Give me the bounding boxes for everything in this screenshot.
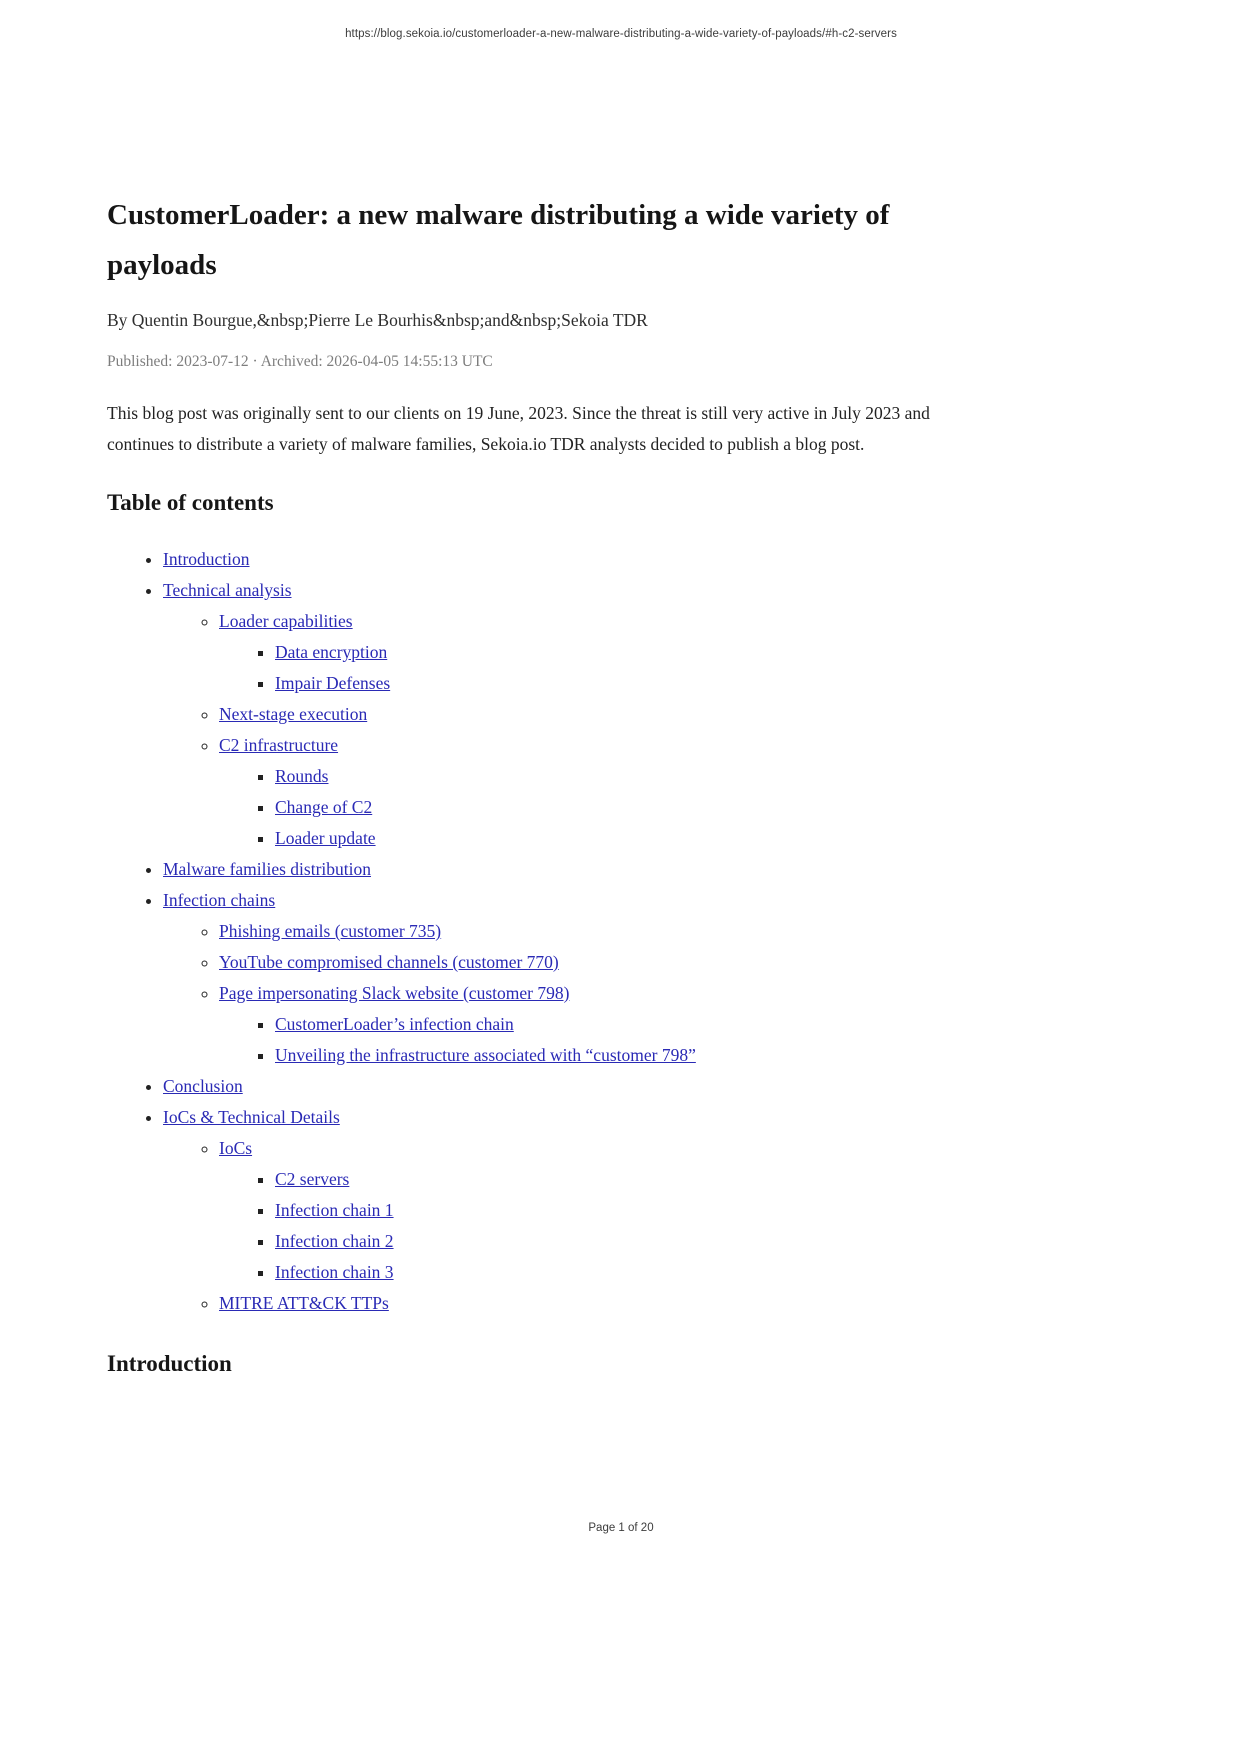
toc-item [163, 885, 995, 1071]
toc-link-next-stage-execution[interactable]: Next-stage execution [219, 704, 368, 724]
toc-sublist [219, 1009, 995, 1071]
toc-item [219, 978, 995, 1071]
toc-link-youtube-compromised-channels[interactable]: YouTube compromised channels (customer 770) [219, 952, 559, 972]
toc-link-introduction[interactable]: Introduction [163, 549, 250, 569]
intro-paragraph: This blog post was originally sent to our clients on 19 June, 2023. Since the threat is still very active in July 2023 and continues to distribute a variety of malware families, Sekoia.io TDR analysts decided to publish a blog post. [107, 403, 930, 454]
toc-item [163, 854, 995, 885]
toc-item [275, 637, 995, 668]
toc-list [107, 544, 995, 1319]
toc-item [219, 699, 995, 730]
toc-item [163, 1102, 995, 1319]
toc-item [219, 1288, 995, 1319]
toc-link-change-of-c2[interactable]: Change of C2 [275, 797, 373, 817]
toc-link-c2-infrastructure[interactable]: C2 infrastructure [219, 735, 339, 755]
toc-link-loader-capabilities[interactable]: Loader capabilities [219, 611, 353, 631]
toc-item [275, 792, 995, 823]
toc-item [219, 1133, 995, 1288]
toc-link-page-impersonating-slack[interactable]: Page impersonating Slack website (customer 798) [219, 983, 570, 1003]
article-content [107, 190, 995, 1379]
toc-item [219, 916, 995, 947]
toc-sublist [163, 916, 995, 1071]
toc-item [275, 1257, 995, 1288]
toc-link-customerloader-infection-chain[interactable]: CustomerLoader’s infection chain [275, 1014, 514, 1034]
toc-link-loader-update[interactable]: Loader update [275, 828, 376, 848]
toc-item [275, 1195, 995, 1226]
toc-sublist [219, 1164, 995, 1288]
toc-sublist [219, 637, 995, 699]
toc-item [219, 947, 995, 978]
toc-item [163, 544, 995, 575]
toc-link-phishing-emails[interactable]: Phishing emails (customer 735) [219, 921, 442, 941]
toc-link-infection-chain-2[interactable]: Infection chain 2 [275, 1231, 394, 1251]
toc-item [163, 575, 995, 854]
toc-item [163, 1071, 995, 1102]
toc-link-iocs[interactable]: IoCs [219, 1138, 253, 1158]
toc-link-conclusion[interactable]: Conclusion [163, 1076, 243, 1096]
toc-link-data-encryption[interactable]: Data encryption [275, 642, 388, 662]
toc-item [219, 730, 995, 854]
published-line: Published: 2023-07-12 · Archived: 2026-04-05 14:55:13 UTC [107, 353, 493, 370]
toc-item [275, 761, 995, 792]
toc-heading: Table of contents [107, 490, 274, 515]
toc-link-infection-chains[interactable]: Infection chains [163, 890, 276, 910]
page-url-header: https://blog.sekoia.io/customerloader-a-new-malware-distributing-a-wide-variety-of-payloads/#h-c2-servers [345, 28, 897, 40]
toc-item [219, 606, 995, 699]
toc-link-technical-analysis[interactable]: Technical analysis [163, 580, 292, 600]
toc-item [275, 668, 995, 699]
section-heading-introduction: Introduction [107, 1351, 232, 1376]
toc-link-infection-chain-1[interactable]: Infection chain 1 [275, 1200, 394, 1220]
toc-link-malware-families-distribution[interactable]: Malware families distribution [163, 859, 372, 879]
toc-link-impair-defenses[interactable]: Impair Defenses [275, 673, 391, 693]
toc-link-infection-chain-3[interactable]: Infection chain 3 [275, 1262, 394, 1282]
toc-link-iocs-technical-details[interactable]: IoCs & Technical Details [163, 1107, 340, 1127]
page-footer: Page 1 of 20 [588, 1522, 654, 1534]
toc-item [275, 1040, 995, 1071]
toc-sublist [163, 1133, 995, 1319]
toc-link-c2-servers[interactable]: C2 servers [275, 1169, 350, 1189]
byline: By Quentin Bourgue,&nbsp;Pierre Le Bourhis&nbsp;and&nbsp;Sekoia TDR [107, 310, 648, 330]
toc-item [275, 1226, 995, 1257]
article-title: CustomerLoader: a new malware distributing a wide variety of payloads [107, 199, 890, 281]
toc-link-rounds[interactable]: Rounds [275, 766, 329, 786]
toc-sublist [219, 761, 995, 854]
toc-item [275, 1164, 995, 1195]
toc-link-mitre-attck-ttps[interactable]: MITRE ATT&CK TTPs [219, 1293, 389, 1313]
toc-item [275, 823, 995, 854]
toc-link-unveiling-infrastructure[interactable]: Unveiling the infrastructure associated with “customer 798” [275, 1045, 696, 1065]
toc-item [275, 1009, 995, 1040]
toc-sublist [163, 606, 995, 854]
